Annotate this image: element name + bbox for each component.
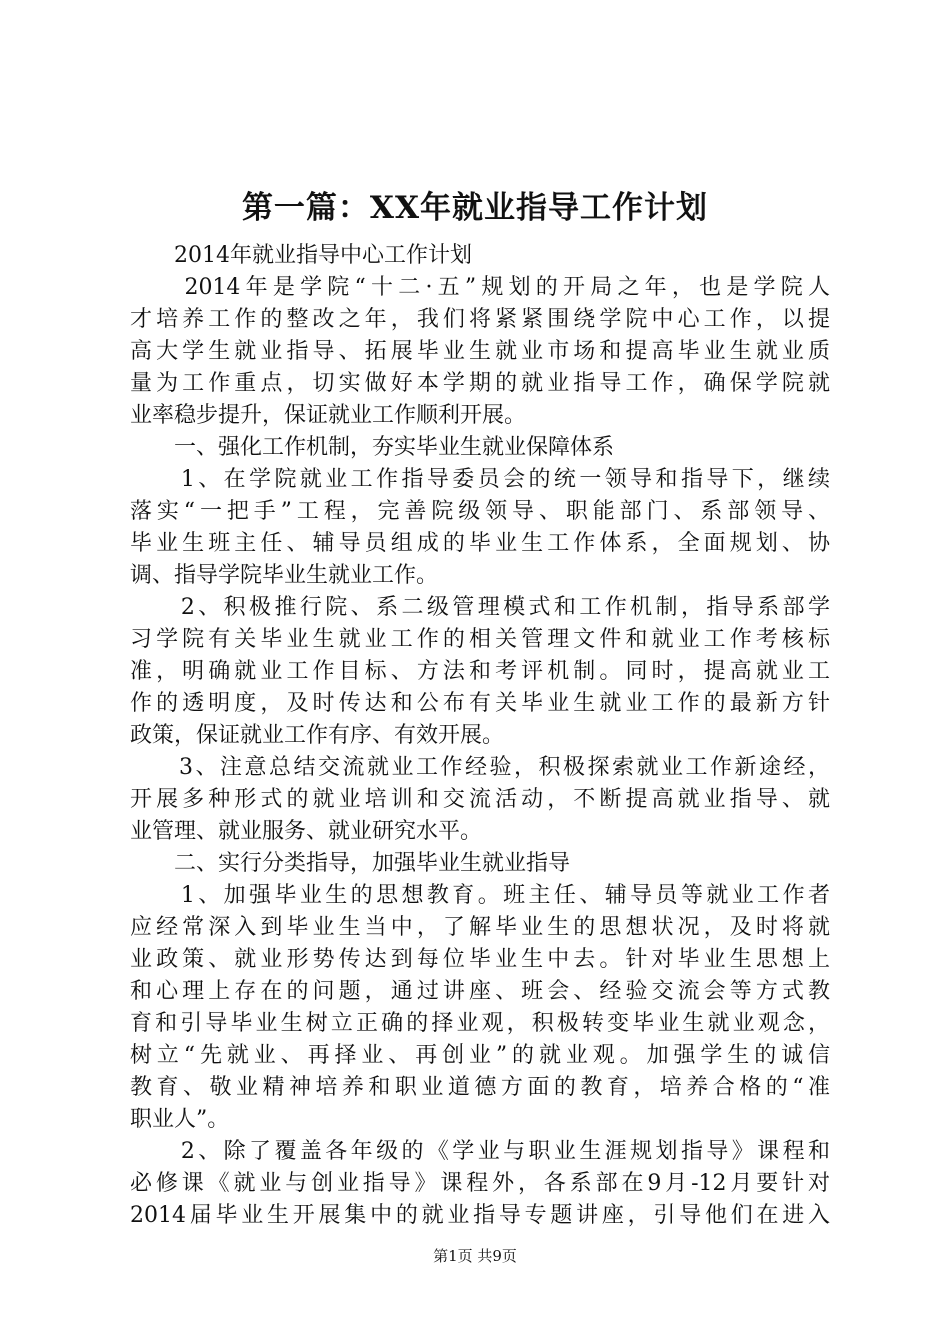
body-line: 才培养工作的整改之年，我们将紧紧围绕学院中心工作，以提 bbox=[130, 307, 830, 332]
body-line: 育和引导毕业生树立正确的择业观，积极转变毕业生就业观念， bbox=[130, 1011, 830, 1036]
page-footer: 第1页 共9页 bbox=[433, 1247, 517, 1265]
body-line: 2014年是学院“十二·五”规划的开局之年，也是学院人 bbox=[130, 275, 830, 300]
body-line: 2014届毕业生开展集中的就业指导专题讲座，引导他们在进入 bbox=[130, 1203, 830, 1228]
body-line: 业率稳步提升，保证就业工作顺利开展。 bbox=[130, 403, 527, 428]
body-line: 教育、敬业精神培养和职业道德方面的教育，培养合格的“准 bbox=[130, 1075, 830, 1100]
body-line: 2、积极推行院、系二级管理模式和工作机制，指导系部学 bbox=[130, 595, 830, 620]
body-line: 职业人”。 bbox=[130, 1107, 230, 1132]
body-line: 开展多种形式的就业培训和交流活动，不断提高就业指导、就 bbox=[130, 787, 830, 812]
body-line: 2014年就业指导中心工作计划 bbox=[130, 243, 472, 268]
body-line: 政策，保证就业工作有序、有效开展。 bbox=[130, 723, 505, 748]
document-body bbox=[130, 240, 830, 1232]
body-line: 准，明确就业工作目标、方法和考评机制。同时，提高就业工 bbox=[130, 659, 830, 684]
body-line: 高大学生就业指导、拓展毕业生就业市场和提高毕业生就业质 bbox=[130, 339, 830, 364]
body-line: 树立“先就业、再择业、再创业”的就业观。加强学生的诚信 bbox=[130, 1043, 830, 1068]
body-line: 一、强化工作机制，夯实毕业生就业保障体系 bbox=[130, 435, 615, 460]
body-line: 2、除了覆盖各年级的《学业与职业生涯规划指导》课程和 bbox=[130, 1139, 830, 1164]
body-line: 落实“一把手”工程，完善院级领导、职能部门、系部领导、 bbox=[130, 499, 830, 524]
body-line: 习学院有关毕业生就业工作的相关管理文件和就业工作考核标 bbox=[130, 627, 830, 652]
body-line: 业政策、就业形势传达到每位毕业生中去。针对毕业生思想上 bbox=[130, 947, 830, 972]
body-line: 3、注意总结交流就业工作经验，积极探索就业工作新途经， bbox=[130, 755, 830, 780]
body-line: 必修课《就业与创业指导》课程外，各系部在9月-12月要针对 bbox=[130, 1171, 830, 1196]
body-line: 二、实行分类指导，加强毕业生就业指导 bbox=[130, 851, 571, 876]
document-title: 第一篇：XX年就业指导工作计划 bbox=[241, 190, 709, 226]
body-line: 作的透明度，及时传达和公布有关毕业生就业工作的最新方针 bbox=[130, 691, 830, 716]
body-line: 和心理上存在的问题，通过讲座、班会、经验交流会等方式教 bbox=[130, 979, 830, 1004]
body-line: 1、在学院就业工作指导委员会的统一领导和指导下，继续 bbox=[130, 467, 830, 492]
body-line: 量为工作重点，切实做好本学期的就业指导工作，确保学院就 bbox=[130, 371, 830, 396]
body-line: 1、加强毕业生的思想教育。班主任、辅导员等就业工作者 bbox=[130, 883, 830, 908]
body-line: 业管理、就业服务、就业研究水平。 bbox=[130, 819, 483, 844]
body-line: 应经常深入到毕业生当中，了解毕业生的思想状况，及时将就 bbox=[130, 915, 830, 940]
body-line: 调、指导学院毕业生就业工作。 bbox=[130, 563, 439, 588]
body-line: 毕业生班主任、辅导员组成的毕业生工作体系，全面规划、协 bbox=[130, 531, 830, 556]
